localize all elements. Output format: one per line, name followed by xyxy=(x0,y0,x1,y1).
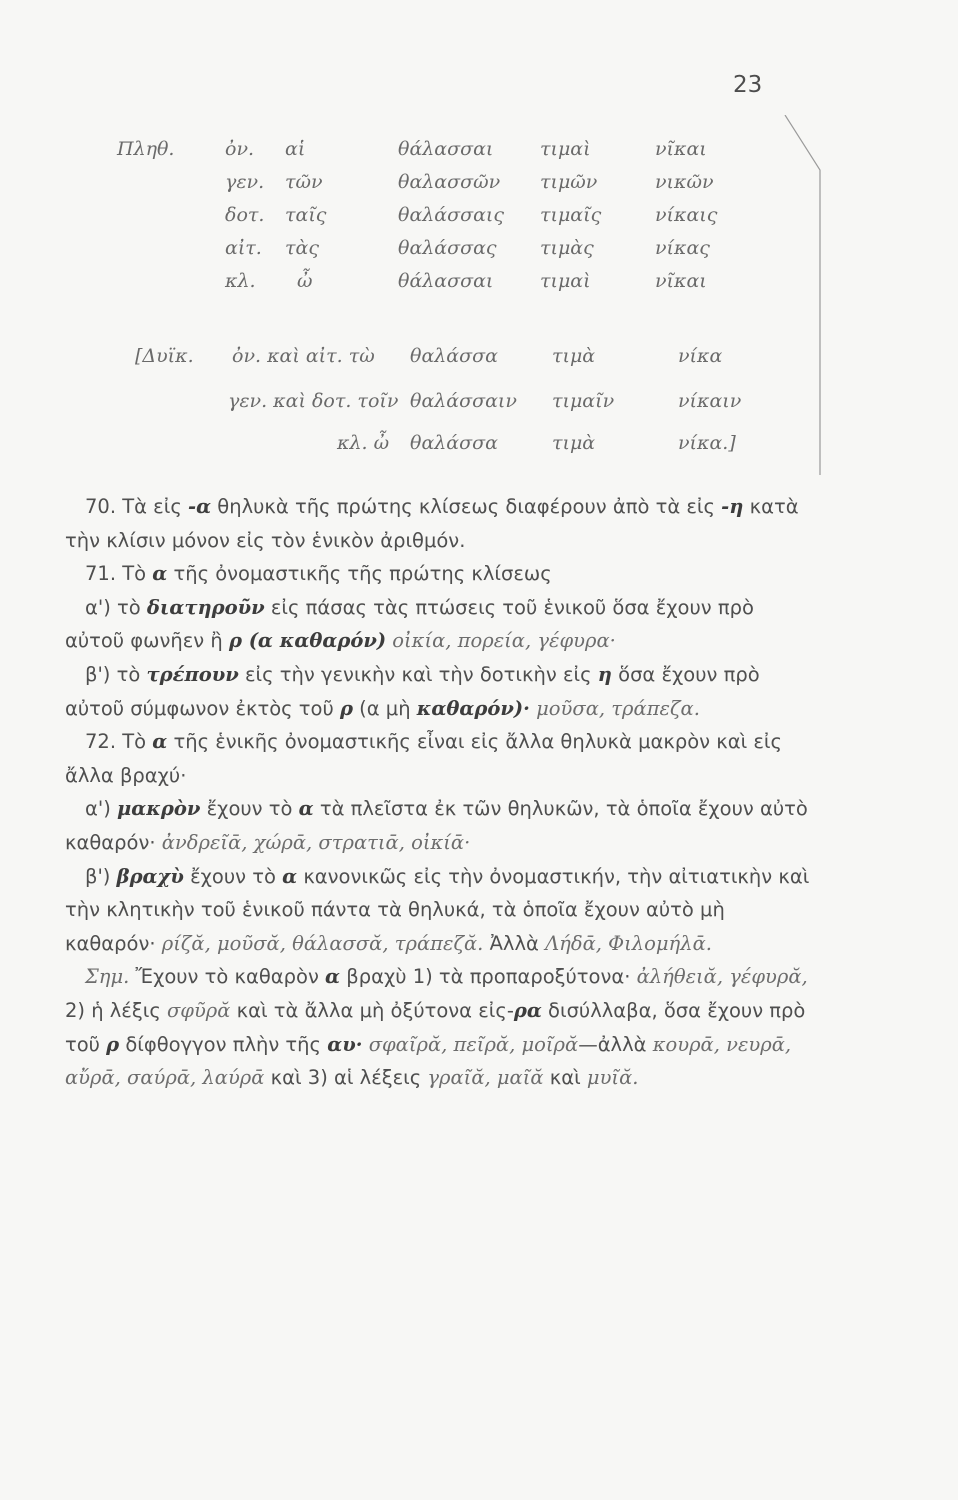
word-thalassa: θαλάσσα xyxy=(410,345,498,367)
text: Τὸ xyxy=(122,730,147,754)
text: τὸ xyxy=(116,662,141,686)
subpoint-label: β') xyxy=(85,662,111,686)
paragraph-number: 71. xyxy=(85,562,117,586)
word-nike: νίκα.] xyxy=(678,432,736,454)
word-nike: νίκας xyxy=(655,237,710,259)
word-time: τιμὰ xyxy=(552,345,596,367)
word-thalassa: θαλάσσαις xyxy=(398,204,505,226)
text: 2) ἡ λέξις xyxy=(65,998,161,1022)
letter: αυ· xyxy=(327,1032,363,1056)
page-number: 23 xyxy=(733,72,763,98)
text: ἔχουν τὸ xyxy=(190,864,276,888)
text: καὶ xyxy=(549,1066,581,1090)
text: εἰς πάσας τὰς πτώσεις τοῦ ἑνικοῦ ὅσα ἔχουν πρὸ αὐτοῦ φωνῆεν ἢ xyxy=(65,595,754,653)
word-time: τιμαὶ xyxy=(540,270,591,292)
subpoint-label: β') xyxy=(85,864,111,888)
word-nike: νίκα xyxy=(678,345,723,367)
text: τὸ xyxy=(117,595,141,619)
keyword: βραχὺ xyxy=(116,864,184,888)
letter: α xyxy=(282,864,298,888)
text: δισύλλαβα, ὅσα ἔχουν πρὸ τοῦ xyxy=(65,998,806,1056)
text: κανονικῶς εἰς τὴν ὀνομαστικήν, τὴν αἰτιατικὴν καὶ τὴν κλητικὴν τοῦ ἑνικοῦ πάντα τὰ θηλυκά, τὰ ὁποῖα ἔχουν αὐτὸ μὴ καθαρόν· xyxy=(65,864,810,955)
article: αἱ xyxy=(285,138,306,160)
case-label: δοτ. xyxy=(225,204,265,226)
examples: κουρᾱ, νευρᾱ, αὔρᾱ, σαύρᾱ, λαύρᾱ xyxy=(65,1032,792,1090)
word-thalassa: θαλασσῶν xyxy=(398,171,501,193)
word-time: τιμαῖν xyxy=(552,390,615,412)
case-label: κλ. ὦ xyxy=(337,432,390,454)
text: θηλυκὰ τῆς πρώτης κλίσεως διαφέρουν ἀπὸ τὰ εἰς xyxy=(217,495,715,518)
paragraph-number: 70. xyxy=(85,495,117,518)
examples: ἀνδρεῖᾱ, χώρᾱ, στρατιᾱ, οἰκίᾱ· xyxy=(161,830,471,854)
word-thalassa: θάλασσαι xyxy=(398,138,494,160)
text: Ἔχουν τὸ καθαρὸν xyxy=(135,965,319,989)
letter: α xyxy=(152,730,168,754)
text: δίφθογγον πλὴν τῆς xyxy=(125,1032,321,1056)
subpoint-label: α') xyxy=(85,595,111,619)
word-time: τιμὰ xyxy=(552,432,596,454)
dual-label: [Δυϊκ. xyxy=(135,345,194,367)
text: καὶ τὰ ἄλλα μὴ ὀξύτονα εἰς- xyxy=(236,998,514,1022)
keyword: ρ (α καθαρόν) xyxy=(228,629,387,653)
suffix: -α xyxy=(187,495,212,518)
examples: ρίζᾰ, μοῦσᾰ, θάλασσᾰ, τράπεζᾰ. xyxy=(161,931,484,955)
letter: η xyxy=(597,662,612,686)
text: κατὰ τὴν κλίσιν μόνον εἰς τὸν ἑνικὸν ἀριθμόν. xyxy=(65,495,799,552)
word-time: τιμῶν xyxy=(540,171,598,193)
word-time: τιμαῖς xyxy=(540,204,602,226)
page-edge-mark xyxy=(780,115,850,475)
examples: μοῦσα, τράπεζα. xyxy=(536,696,700,720)
text: Τὰ εἰς xyxy=(122,495,182,518)
word-thalassa: θαλάσσα xyxy=(410,432,498,454)
text: τὰ πλεῖστα ἐκ τῶν θηλυκῶν, τὰ ὁποῖα ἔχουν αὐτὸ καθαρόν· xyxy=(65,797,808,854)
case-label: γεν. xyxy=(225,171,265,193)
word-thalassa: θαλάσσας xyxy=(398,237,497,259)
examples: ἀλήθειᾰ, γέφυρᾰ, xyxy=(636,965,808,989)
paragraph-number: 72. xyxy=(85,730,117,754)
paragraph-72 xyxy=(65,725,810,792)
letter: α xyxy=(152,562,168,586)
text: ὅσα ἔχουν πρὸ αὐτοῦ σύμφωνον ἐκτὸς τοῦ xyxy=(65,662,760,720)
text: (α μὴ xyxy=(359,696,411,720)
word-nike: νῖκαι xyxy=(655,270,707,292)
examples: γραῖᾰ, μαῖᾰ xyxy=(427,1066,544,1090)
examples: Λήδᾱ, Φιλομήλᾱ. xyxy=(545,931,712,955)
examples: σφῦρᾰ xyxy=(166,998,231,1022)
letter: ρ xyxy=(106,1032,120,1056)
examples: μυῖᾰ. xyxy=(586,1066,639,1090)
suffix: -η xyxy=(721,495,744,518)
body-text xyxy=(65,490,810,1095)
case-label: ὀν. καὶ αἰτ. τὼ xyxy=(232,345,375,367)
case-label: ὀν. xyxy=(225,138,255,160)
examples: σφαῖρᾰ, πεῖρᾰ, μοῖρᾰ xyxy=(368,1032,579,1056)
text: καὶ 3) αἱ λέξεις xyxy=(270,1066,422,1090)
paragraph-71-alpha xyxy=(65,591,810,658)
text: τῆς ὀνομαστικῆς τῆς πρώτης κλίσεως xyxy=(173,562,552,586)
keyword: τρέπουν xyxy=(146,662,239,686)
note-label: Σημ. xyxy=(85,965,130,989)
case-label: γεν. καὶ δοτ. τοῖν xyxy=(228,390,399,412)
letter: α xyxy=(325,965,341,989)
word-time: τιμὰς xyxy=(540,237,594,259)
text: Τὸ xyxy=(122,562,147,586)
article: ὦ xyxy=(297,270,313,292)
keyword: μακρὸν xyxy=(117,797,201,821)
paragraph-70 xyxy=(65,490,810,557)
paragraph-72-alpha xyxy=(65,792,810,859)
text: —ἀλλὰ xyxy=(578,1032,647,1056)
word-time: τιμαὶ xyxy=(540,138,591,160)
text: ἔχουν τὸ xyxy=(206,797,293,821)
keyword: καθαρόν)· xyxy=(416,696,530,720)
letter: α xyxy=(298,797,314,821)
text: βραχὺ 1) τὰ προπαροξύτονα· xyxy=(346,965,631,989)
case-label: κλ. xyxy=(225,270,256,292)
paragraph-72-beta xyxy=(65,860,810,961)
word-nike: νικῶν xyxy=(655,171,714,193)
subpoint-label: α') xyxy=(85,797,111,821)
suffix: ρα xyxy=(513,998,542,1022)
letter: ρ xyxy=(339,696,353,720)
paragraph-71-beta xyxy=(65,658,810,725)
note-paragraph xyxy=(65,960,810,1094)
keyword: διατηροῦν xyxy=(146,595,265,619)
article: τῶν xyxy=(285,171,323,193)
word-nike: νίκαιν xyxy=(678,390,742,412)
text: τῆς ἑνικῆς ὀνομαστικῆς εἶναι εἰς ἄλλα θηλυκὰ μακρὸν καὶ εἰς ἄλλα βραχύ· xyxy=(65,730,782,787)
text: εἰς τὴν γενικὴν καὶ τὴν δοτικὴν εἰς xyxy=(245,662,592,686)
case-label: αἰτ. xyxy=(225,237,262,259)
plural-label: Πληθ. xyxy=(117,138,175,160)
examples: οἰκία, πορεία, γέφυρα· xyxy=(392,629,616,653)
article: ταῖς xyxy=(285,204,327,226)
word-thalassa: θαλάσσαιν xyxy=(410,390,517,412)
word-nike: νίκαις xyxy=(655,204,718,226)
paragraph-71 xyxy=(65,557,810,591)
text: Ἀλλὰ xyxy=(489,931,539,955)
word-nike: νῖκαι xyxy=(655,138,707,160)
article: τὰς xyxy=(285,237,319,259)
word-thalassa: θάλασσαι xyxy=(398,270,494,292)
